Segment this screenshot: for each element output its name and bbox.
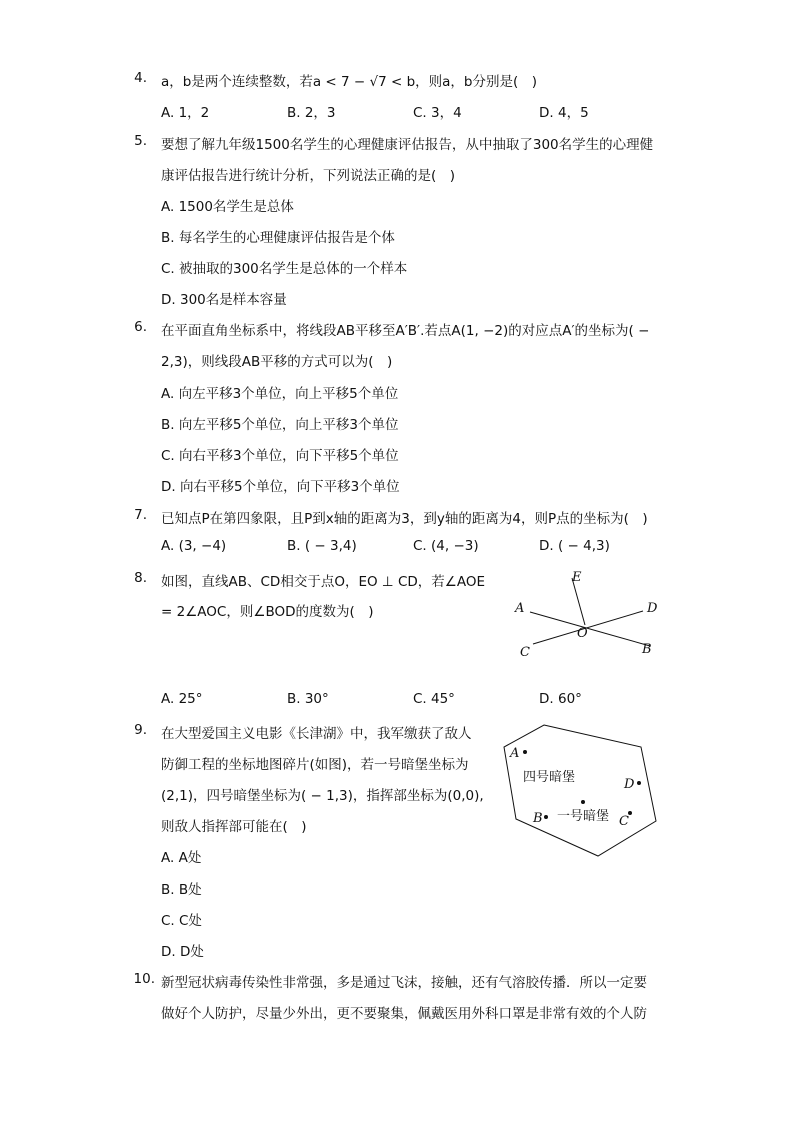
option-b: B. ( − 3,4) — [287, 538, 357, 554]
question-stem: 已知点P在第四象限，且P到x轴的距离为3，到y轴的距离为4，则P点的坐标为( ) — [161, 511, 648, 527]
point-a — [523, 750, 527, 754]
question-number: 8. — [134, 570, 147, 586]
option-c: C. 向右平移3个单位，向下平移5个单位 — [161, 448, 399, 464]
question-stem-line: 如图，直线AB、CD相交于点O，EO ⊥ CD，若∠AOE — [161, 574, 486, 590]
label-bunker-4: 四号暗堡 — [523, 770, 576, 785]
question-stem-line: (2,1)，四号暗堡坐标为( − 1,3)，指挥部坐标为(0,0), — [161, 788, 484, 804]
ray-oe — [572, 578, 585, 625]
option-d: D. ( − 4,3) — [539, 538, 610, 554]
option-c: C. 45° — [413, 691, 455, 707]
option-a: A. A处 — [161, 850, 202, 866]
option-a: A. (3, −4) — [161, 538, 227, 554]
label-b: B — [642, 642, 652, 657]
option-c: C. 3，4 — [413, 105, 462, 121]
option-b: B. 每名学生的心理健康评估报告是个体 — [161, 230, 395, 246]
option-d: D. 300名是样本容量 — [161, 292, 287, 308]
label-bunker-1: 一号暗堡 — [557, 809, 610, 824]
line-ab — [530, 612, 650, 646]
label-a: A — [515, 601, 525, 616]
question-stem-line: 要想了解九年级1500名学生的心理健康评估报告，从中抽取了300名学生的心理健 — [161, 137, 654, 153]
question-number: 10. — [133, 971, 155, 987]
label-a: A — [510, 746, 520, 761]
label-c: C — [520, 645, 530, 660]
label-b: B — [533, 811, 543, 826]
option-d: D. 4，5 — [539, 105, 589, 121]
question-number: 4. — [134, 70, 147, 86]
point-bunker-1 — [581, 800, 585, 804]
option-d: D. 向右平移5个单位，向下平移3个单位 — [161, 479, 400, 495]
question-number: 5. — [134, 133, 147, 149]
option-a: A. 1500名学生是总体 — [161, 199, 294, 215]
question-number: 7. — [134, 507, 147, 523]
option-a: A. 25° — [161, 691, 203, 707]
option-c: C. 被抽取的300名学生是总体的一个样本 — [161, 261, 408, 277]
option-d: D. 60° — [539, 691, 582, 707]
label-d: D — [624, 777, 635, 792]
question-number: 9. — [134, 722, 147, 738]
question-stem-line: 康评估报告进行统计分析，下列说法正确的是( ) — [161, 168, 456, 184]
option-b: B. B处 — [161, 882, 202, 898]
question-stem-line: 防御工程的坐标地图碎片(如图)，若一号暗堡坐标为 — [161, 757, 469, 773]
option-b: B. 向左平移5个单位，向上平移3个单位 — [161, 417, 399, 433]
option-b: B. 2，3 — [287, 105, 336, 121]
map-fragment-figure — [500, 720, 665, 860]
option-b: B. 30° — [287, 691, 329, 707]
question-stem-line: 在平面直角坐标系中，将线段AB平移至A′B′.若点A(1, −2)的对应点A′的坐标为( − — [161, 323, 650, 339]
option-c: C. C处 — [161, 913, 202, 929]
question-stem-line: 2,3)，则线段AB平移的方式可以为( ) — [161, 354, 393, 370]
question-stem-line: = 2∠AOC，则∠BOD的度数为( ) — [161, 604, 374, 620]
label-e: E — [572, 570, 582, 585]
question-stem-line: 做好个人防护，尽量少外出，更不要聚集，佩戴医用外科口罩是非常有效的个人防 — [161, 1006, 647, 1022]
question-stem: a，b是两个连续整数，若a < 7 − √7 < b，则a，b分别是( ) — [161, 74, 538, 90]
option-d: D. D处 — [161, 944, 204, 960]
question-stem-line: 新型冠状病毒传染性非常强，多是通过飞沫，接触，还有气溶胶传播．所以一定要 — [161, 975, 647, 991]
label-o: O — [577, 626, 588, 641]
question-stem-line: 在大型爱国主义电影《长津湖》中，我军缴获了敌人 — [161, 726, 472, 742]
intersecting-lines-figure — [505, 565, 675, 665]
question-stem-line: 则敌人指挥部可能在( ) — [161, 819, 307, 835]
option-a: A. 向左平移3个单位，向上平移5个单位 — [161, 386, 399, 402]
option-c: C. (4, −3) — [413, 538, 479, 554]
option-a: A. 1，2 — [161, 105, 210, 121]
point-d — [637, 781, 641, 785]
label-d: D — [647, 601, 658, 616]
label-c: C — [619, 814, 629, 829]
point-b — [544, 815, 548, 819]
question-number: 6. — [134, 319, 147, 335]
